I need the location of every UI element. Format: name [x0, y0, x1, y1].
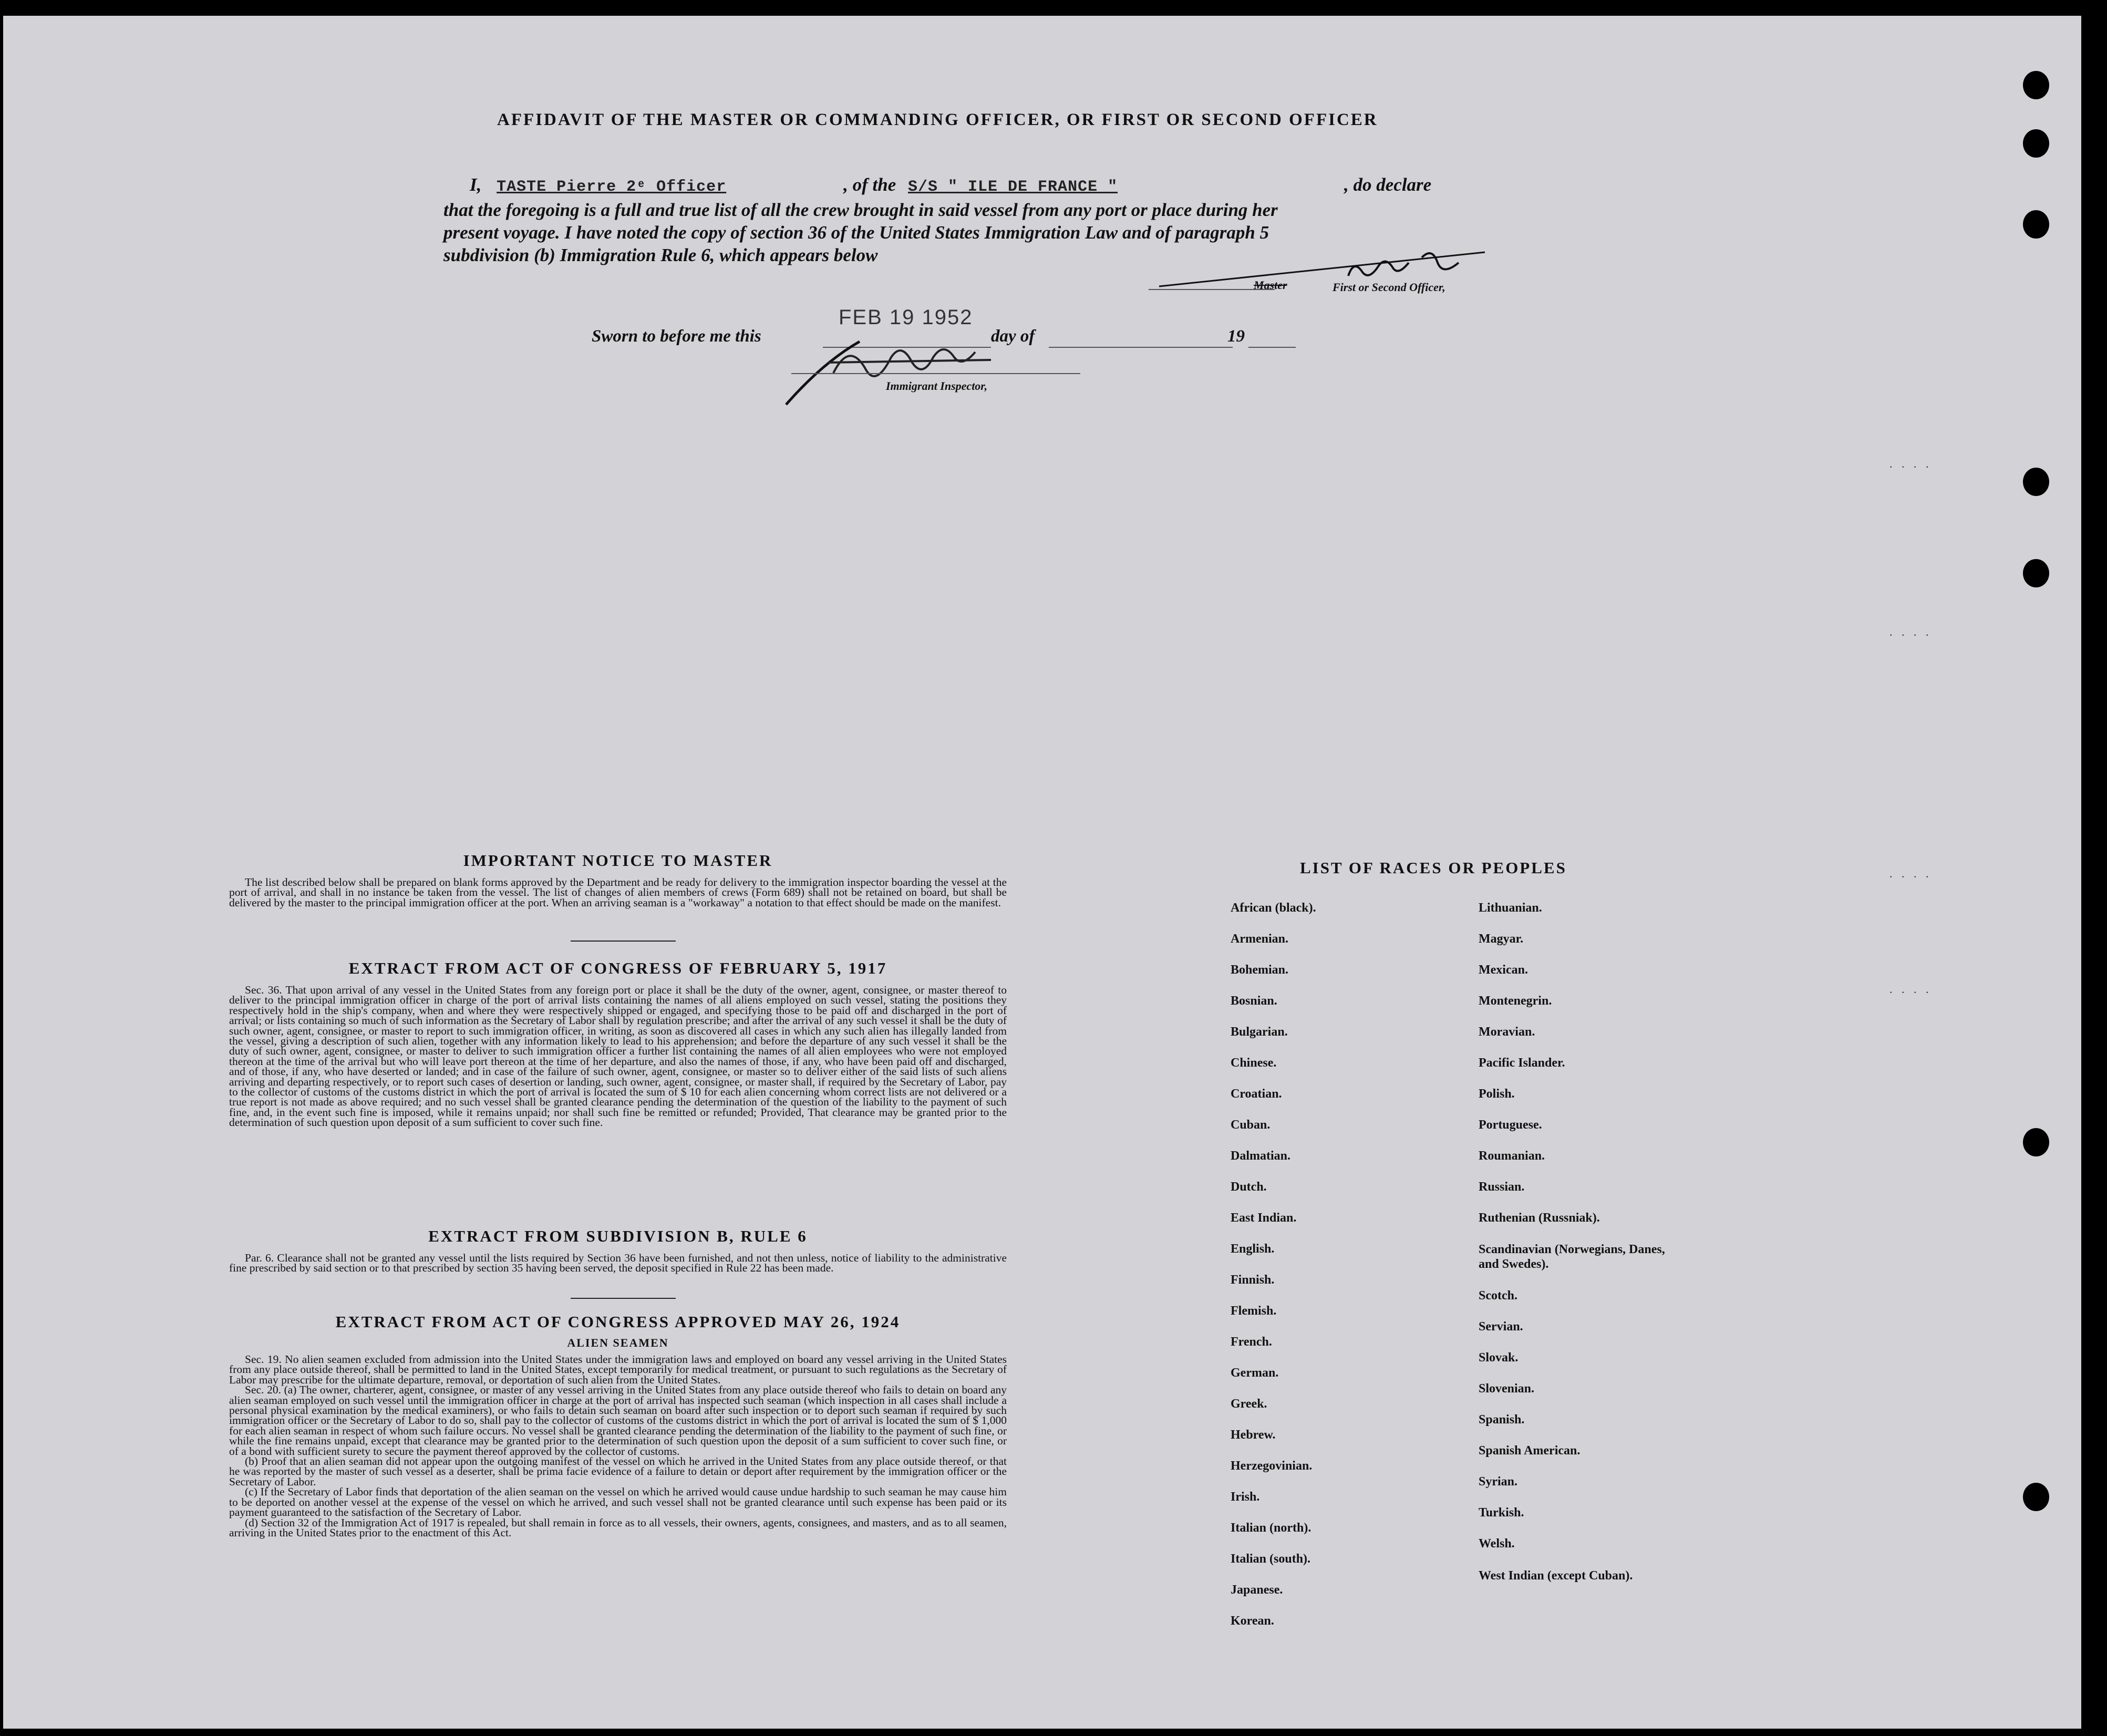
race-item: Russian.: [1479, 1180, 1525, 1194]
race-item: Hebrew.: [1231, 1428, 1276, 1442]
race-item: Finnish.: [1231, 1273, 1275, 1287]
sec-20a-paragraph: Sec. 20. (a) The owner, charterer, agent, consignee, or master of any vessel arriving in the United States from any place outside thereof who fails to detain on board any alien seaman employed on such vessel until the immigration officer in charge at the port of arrival has inspected such seaman (which inspection in all cases shall include a personal physical examination by the medical examiners), or who fails to detain such seaman on board after such inspection or to deport such seaman if required by such immigration officer or the Secretary of Labor to do so, shall pay to the collector of customs of the customs district in which the port of arrival is located the sum of $ 1,000 for each alien seaman in respect of whom such failure occurs. No vessel shall be granted clearance pending the determination of the liability to the payment of such fine, or while the fine remains unpaid, except that clearance may be granted prior to the determination of such question upon the deposit of a sum sufficient to cover such fine, or of a bond with sufficient surety to secure the payment thereof approved by the collector of customs.: [229, 1383, 1007, 1458]
affidavit-line-4: subdivision (b) Immigration Rule 6, which appears below: [443, 245, 878, 265]
race-item: Welsh.: [1479, 1537, 1515, 1551]
punch-hole: [2023, 1483, 2049, 1511]
affidavit-line-3: present voyage. I have noted the copy of section 36 of the United States Immigration Law and of paragraph 5: [443, 222, 1269, 243]
race-item: Japanese.: [1231, 1583, 1283, 1597]
race-item: Spanish American.: [1479, 1444, 1581, 1458]
race-item: Ruthenian (Russniak).: [1479, 1211, 1600, 1225]
vessel-name: S/S " ILE DE FRANCE ": [908, 178, 1118, 196]
race-item: Polish.: [1479, 1087, 1515, 1101]
race-item: Croatian.: [1231, 1087, 1282, 1101]
punch-hole: [2023, 210, 2049, 239]
race-item: Slovenian.: [1479, 1382, 1535, 1396]
race-item: Magyar.: [1479, 932, 1524, 946]
date-stamp: FEB 19 1952: [839, 306, 973, 329]
race-item: Greek.: [1231, 1397, 1267, 1411]
race-item: Syrian.: [1479, 1475, 1518, 1489]
notice-paragraph: The list described below shall be prepared on blank forms approved by the Department and be ready for delivery to the immigration inspector boarding the vessel at the port of arrival, and shall in no instance be taken from the vessel. The list of changes of alien members of crews (Form 689) shall not be retained on board, but shall be delivered by the master to the principal immigration officer at the port. When an arriving seaman is a "workaway" a notation to that effect should be made on the manifest.: [229, 876, 1007, 909]
race-item: Cuban.: [1231, 1118, 1271, 1132]
race-item: Slovak.: [1479, 1351, 1519, 1365]
races-title: LIST OF RACES OR PEOPLES: [1300, 859, 1567, 877]
race-item: French.: [1231, 1335, 1272, 1349]
officer-label-struck: Master: [1254, 278, 1287, 292]
notice-text: [229, 877, 1007, 908]
race-item: Roumanian.: [1479, 1149, 1545, 1163]
race-item: Scotch.: [1479, 1289, 1517, 1303]
race-item: Italian (north).: [1231, 1521, 1311, 1535]
race-item: English.: [1231, 1242, 1275, 1256]
extract-1917-title: EXTRACT FROM ACT OF CONGRESS OF FEBRUARY 5, 1917: [348, 959, 887, 977]
extract-1924-text: [229, 1355, 1007, 1538]
punch-hole: [2023, 129, 2049, 158]
race-item: Herzegovinian.: [1231, 1459, 1313, 1473]
sec-19-paragraph: Sec. 19. No alien seamen excluded from admission into the United States under the immigration laws and employed on board any vessel arriving in the United States from any place outside thereof, shall be permitted to land in the United States, except temporarily for medical treatment, or pursuant to such regulations as the Secretary of Labor may prescribe for the ultimate departure, removal, or deportation of such alien from the United States.: [229, 1353, 1007, 1386]
sec-20d-paragraph: (d) Section 32 of the Immigration Act of 1917 is repealed, but shall remain in force as to all vessels, their owners, agents, consignees, and masters, and as to all seamen, arriving in the United States prior to the enactment of this Act.: [229, 1516, 1007, 1539]
race-item: Italian (south).: [1231, 1552, 1311, 1566]
extract-1917-text: [229, 985, 1007, 1128]
race-item: Servian.: [1479, 1320, 1523, 1334]
race-item: West Indian (except Cuban).: [1479, 1569, 1633, 1583]
sec-20c-paragraph: (c) If the Secretary of Labor finds that deportation of the alien seaman on the vessel on which he arrived would cause undue hardship to such seaman he may cause him to be deported on another vessel at the expense of the vessel on which he arrived, and such vessel shall not be granted clearance until such expense has been paid or its payment guaranteed to the satisfaction of the Secretary of Labor.: [229, 1485, 1007, 1519]
race-item: Armenian.: [1231, 932, 1288, 946]
year-label: 19: [1227, 327, 1245, 346]
day-of-label: day of: [991, 327, 1035, 346]
affidavit-title: AFFIDAVIT OF THE MASTER OR COMMANDING OFFICER, OR FIRST OR SECOND OFFICER: [497, 110, 1378, 129]
punch-hole: [2023, 468, 2049, 496]
officer-name: TASTE Pierre 2ᵉ Officer: [497, 178, 727, 196]
race-item: Dutch.: [1231, 1180, 1267, 1194]
race-item: Bohemian.: [1231, 963, 1289, 977]
affidavit-declare: , do declare: [1344, 174, 1432, 195]
race-item: Portuguese.: [1479, 1118, 1542, 1132]
punch-hole: [2023, 1128, 2049, 1156]
notice-title: IMPORTANT NOTICE TO MASTER: [463, 851, 773, 870]
extract-1917-paragraph: Sec. 36. That upon arrival of any vessel in the United States from any foreign port or place it shall be the duty of the owner, agent, consignee, or master thereof to deliver to the principal immigration officer in charge of the port of arrival lists containing the names of all aliens employed on such vessel, stating the positions they respectively hold in the ship's company, when and where they were respectively shipped or engaged, and specifying those to be paid off and discharged in the port of arrival; or lists containing so much of such information as the Secretary of Labor shall by regulation prescribe; and after the arrival of any such vessel it shall be the duty of such owner, agent, consignee, or master to report to such immigration officer, in writing, as soon as discovered all cases in which any such alien has illegally landed from the vessel, giving a description of such alien, together with any information likely to lead to his apprehension; and before the departure of any such vessel it shall be the duty of such owner, agent, consignee, or master to deliver to such immigration officer a further list containing the names of all alien employees who were not employed thereon at the time of the arrival but who will leave port thereon at the time of her departure, and also the names of those, if any, who have been paid off and discharged, and of those, if any, who have deserted or landed; and in case of the failure of such owner, agent, consignee, or master so to deliver either of the said lists of such aliens arriving and departing respectively, or to report such cases of desertion or landing, such owner, agent, consignee, or master shall, if required by the Secretary of Labor, pay to the collector of customs of the customs district in which the port of arrival is located the sum of $ 10 for each alien concerning whom correct lists are not delivered or a true report is not made as above required; and no such vessel shall be granted clearance pending the determination of the question of the liability to the payment of such fine, and, in the event such fine is imposed, while it remains unpaid; nor shall such fine be remitted or refunded; Provided, That clearance may be granted prior to the determination of such question upon deposit of a sum sufficient to cover such fine.: [229, 984, 1007, 1129]
race-item: Pacific Islander.: [1479, 1056, 1565, 1070]
affidavit-of-the: , of the: [843, 174, 896, 195]
race-item: Scandinavian (Norwegians, Danes, and Swedes).: [1479, 1243, 1665, 1271]
race-item: Montenegrin.: [1479, 994, 1552, 1008]
punch-hole: [2023, 559, 2049, 587]
document-page: AFFIDAVIT OF THE MASTER OR COMMANDING OFFICER, OR FIRST OR SECOND OFFICER I, TASTE Pierre 2ᵉ Officer , of the S/S " ILE DE FRANCE " , do declare that the foregoing is a full and true list of all the crew brought in said vessel from any port or place during her present voyage. I have noted the copy of section 36 of the United States Immigration Law and of paragraph 5 subdivision (b) Immigration Rule 6, which appears below Master First or Second Officer, Sworn to before me this FEB 19 1952 day of 19 Immigrant Inspector, . . . . . . . . . . . . . . . . IMPORTANT NOTICE TO MASTER The list described below shall be prepared on blank forms approved by the Department and be ready for delivery to the immigration inspector boarding the vessel at the port of arrival, and shall in no instance be taken from the vessel. The list of changes of alien members of crews (Form 689) shall not be retained on board, but shall be delivered by the master to the principal immigration officer at the port. When an arriving seaman is a "workaway" a notation to that effect should be made on the manifest. EXTRACT FROM ACT OF CONGRESS OF FEBRUARY 5, 1917 Sec. 36. That upon arrival of any vessel in the United States from any foreign port or place it shall be the duty of the owner, agent, consignee, or master thereof to deliver to the principal immigration officer in charge of the port of arrival lists containing the names of all aliens employed on such vessel, stating the positions they respectively hold in the ship's company, when and where they were respectively shipped or engaged, and specifying those to be paid off and discharged in the port of arrival; or lists containing so much of such information as the Secretary of Labor shall by regulation prescribe; and after the arrival of any such vessel it shall be the duty of such owner, agent, consignee, or master to report to such immigration officer, in writing, as soon as discovered all cases in which any such alien has illegally landed from the vessel, giving a description of such alien, together with any information likely to lead to his apprehension; and before the departure of any such vessel it shall be the duty of such owner, agent, consignee, or master to deliver to such immigration officer a further list containing the names of all alien employees who were not employed thereon at the time of the arrival but who will leave port thereon at the time of her departure, and also the names of those, if any, who have been paid off and discharged, and of those, if any, who have deserted or landed; and in case of the failure of such owner, agent, consignee, or master so to deliver either of the said lists of such aliens arriving and departing respectively, or to report such cases of desertion or landing, such owner, agent, consignee, or master shall, if required by the Secretary of Labor, pay to the collector of customs of the customs district in which the port of arrival is located the sum of $ 10 for each alien concerning whom correct lists are not delivered or a true report is not made as above required; and no such vessel shall be granted clearance pending the determination of the question of the liability to the payment of such fine, and, in the event such fine is imposed, while it remains unpaid; nor shall such fine be remitted or refunded; Provided, That clearance may be granted prior to the determination of such question upon deposit of a sum sufficient to cover such fine. EXTRACT FROM SUBDIVISION B, RULE 6 Par. 6. Clearance shall not be granted any vessel until the lists required by Section 36 have been furnished, and not then unless, notice of liability to the administrative fine prescribed by said section or to that prescribed by section 35 having been served, the deposit specified in Rule 22 has been made. EXTRACT FROM ACT OF CONGRESS APPROVED MAY 26, 1924 ALIEN SEAMEN Sec. 19. No alien seamen excluded from admission into the United States under the immigration laws and employed on board any vessel arriving in the United States from any place outside thereof, shall be permitted to land in the United States, except temporarily for medical treatment, or pursuant to such regulations as the Secretary of Labor may prescribe for the ultimate departure, removal, or deportation of such alien from the United States. Sec. 20. (a) The owner, charterer, agent, consignee, or master of any vessel arriving in the United States from any place outside thereof who fails to detain on board any alien seaman employed on such vessel until the immigration officer in charge at the port of arrival has inspected such seaman (which inspection in all cases shall include a personal physical examination by the medical examiners), or who fails to detain such seaman on board after such inspection or to deport such seaman if required by such immigration officer or the Secretary of Labor to do so, shall pay to the collector of customs of the customs district in which the port of arrival is located the sum of $ 1,000 for each alien seaman in respect of whom such failure occurs. No vessel shall be granted clearance pending the determination of the liability to the payment of such fine, or while the fine remains unpaid, except that clearance may be granted prior to the determination of such question upon the deposit of a sum sufficient to cover such fine, or of a bond with sufficient surety to secure the payment thereof approved by the collector of customs. (b) Proof that an alien seaman did not appear upon the outgoing manifest of the vessel on which he arrived in the United States from any place outside thereof, or that he was reported by the master of such vessel as a deserter, shall be prima facie evidence of a failure to detain or deport after requirement by the immigration officer or the Secretary of Labor. (c) If the Secretary of Labor finds that deportation of the alien seaman on the vessel on which he arrived would cause undue hardship to such seaman he may cause him to be deported on another vessel at the expense of the vessel on which he arrived, and such vessel shall not be granted clearance until such expense has been paid or its payment guaranteed to the satisfaction of the Secretary of Labor. (d) Section 32 of the Immigration Act of 1917 is repealed, but shall remain in force as to all vessels, their owners, agents, consignees, and masters, and as to all seamen, arriving in the United States prior to the enactment of this Act. LIST OF RACES OR PEOPLES African (black). Armenian. Bohemian. Bosnian. Bulgarian. Chinese. Croatian. Cuban. Dalmatian. Dutch. East Indian. English. Finnish. Flemish. French. German. Greek. Hebrew. Herzegovinian. Irish. Italian (north). Italian (south). Japanese. Korean. Lithuanian. Magyar. Mexican. Montenegrin. Moravian. Pacific Islander. Polish. Portuguese. Roumanian. Russian. Ruthenian (Russniak). Scandinavian (Norwegians, Danes, and Swedes). Scotch. Servian. Slovak. Slovenian. Spanish. Spanish American. Syrian. Turkish. Welsh. West Indian (except Cuban).: [3, 16, 2081, 1729]
race-item: Moravian.: [1479, 1025, 1535, 1039]
inspector-signature: [781, 331, 1117, 410]
sworn-label: Sworn to before me this: [592, 327, 761, 346]
affidavit-prefix: I,: [470, 174, 482, 195]
race-item: East Indian.: [1231, 1211, 1297, 1225]
race-item: German.: [1231, 1366, 1279, 1380]
race-item: Spanish.: [1479, 1413, 1525, 1427]
race-item: Lithuanian.: [1479, 901, 1542, 915]
race-item: Dalmatian.: [1231, 1149, 1290, 1163]
race-item: Turkish.: [1479, 1506, 1524, 1520]
affidavit-line-1: [443, 173, 1442, 199]
officer-label: First or Second Officer,: [1333, 281, 1445, 294]
race-item: Bulgarian.: [1231, 1025, 1288, 1039]
inspector-label: Immigrant Inspector,: [886, 379, 988, 392]
race-item: Chinese.: [1231, 1056, 1277, 1070]
race-item: Flemish.: [1231, 1304, 1277, 1318]
rule-6-text: [229, 1253, 1007, 1274]
extract-1924-title: EXTRACT FROM ACT OF CONGRESS APPROVED MAY 26, 1924: [335, 1313, 901, 1331]
rule-6-title: EXTRACT FROM SUBDIVISION B, RULE 6: [428, 1227, 808, 1245]
affidavit-line-2: that the foregoing is a full and true list of all the crew brought in said vessel from any port or place during her: [443, 200, 1278, 220]
punch-hole: [2023, 71, 2049, 99]
sec-20b-paragraph: (b) Proof that an alien seaman did not appear upon the outgoing manifest of the vessel on which he arrived in the United States from any place outside thereof, or that he was reported by the master of such vessel as a deserter, shall be prima facie evidence of a failure to detain or deport after requirement by the immigration officer or the Secretary of Labor.: [229, 1455, 1007, 1488]
race-item: Mexican.: [1479, 963, 1528, 977]
race-item: Irish.: [1231, 1490, 1260, 1504]
alien-seamen-subtitle: ALIEN SEAMEN: [567, 1336, 669, 1349]
race-item: African (black).: [1231, 901, 1316, 915]
rule-6-paragraph: Par. 6. Clearance shall not be granted any vessel until the lists required by Section 36 have been furnished, and not then unless, notice of liability to the administrative fine prescribed by said section or to that prescribed by section 35 having been served, the deposit specified in Rule 22 has been made.: [229, 1252, 1007, 1275]
race-item: Korean.: [1231, 1614, 1274, 1628]
race-item: Bosnian.: [1231, 994, 1277, 1008]
